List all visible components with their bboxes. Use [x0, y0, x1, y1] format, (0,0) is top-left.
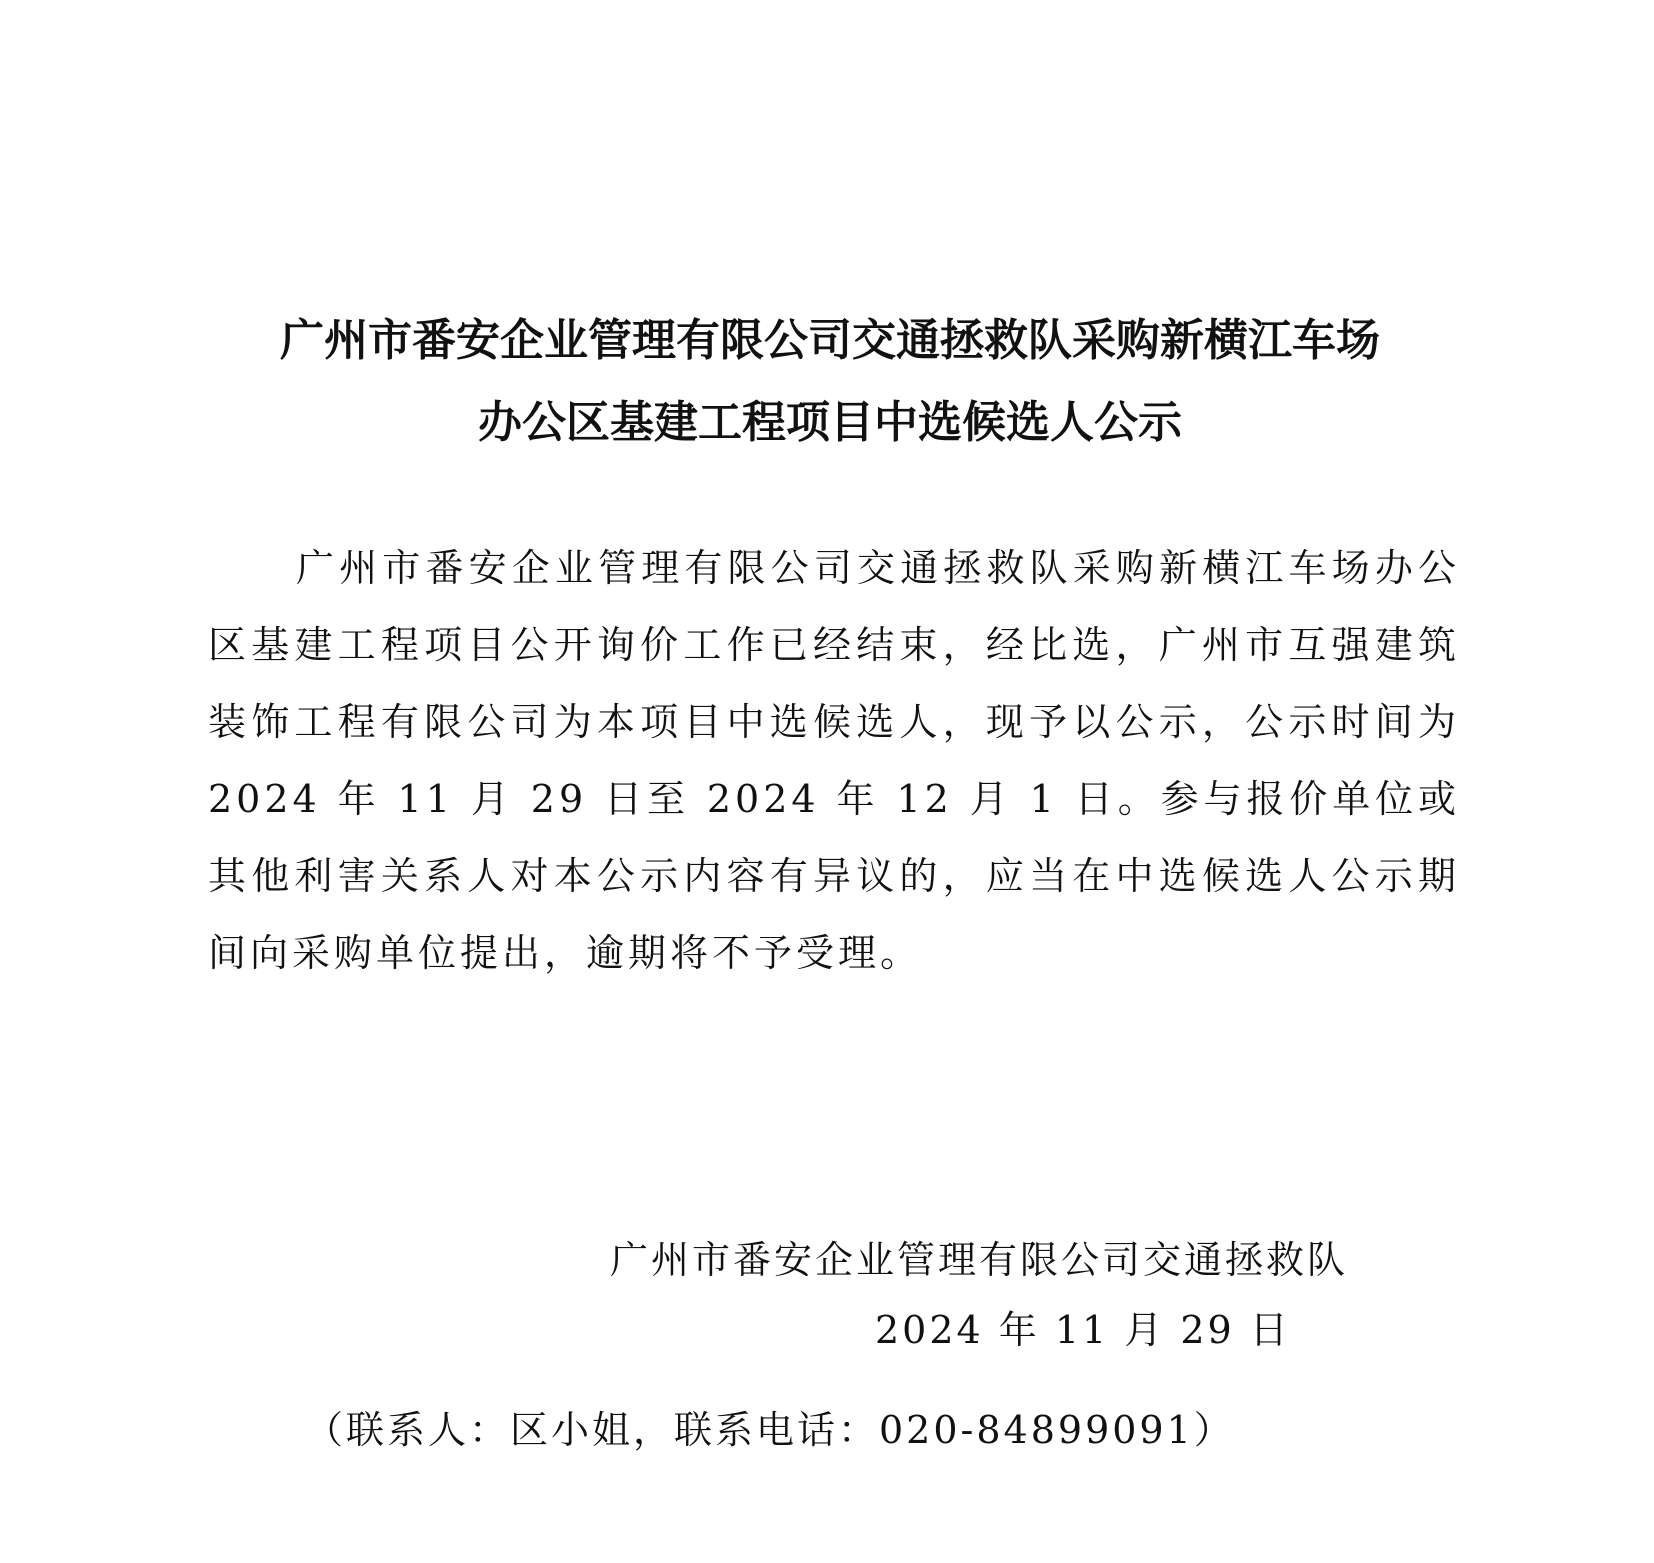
signature-date: 2024 年 11 月 29 日	[875, 1308, 1291, 1352]
title-line-2: 办公区基建工程项目中选候选人公示	[478, 397, 1182, 448]
announcement-body: 广州市番安企业管理有限公司交通拯救队采购新横江车场办公区基建工程项目公开询价工作已经结束，经比选，广州市互强建筑装饰工程有限公司为本项目中选候选人，现予以公示，公示时间为 2024 年 11 月 29 日至 2024 年 12 月 1 日。参与报价单位或其他利害关系人对本公示内容有异议的，应当在中选候选人公示期间向采购单位提出，逾期将不予受理。	[208, 546, 1460, 975]
contact-info: （联系人：区小姐，联系电话：020-84899091）	[305, 1408, 1235, 1452]
title-line-1: 广州市番安企业管理有限公司交通拯救队采购新横江车场	[280, 315, 1380, 366]
signature-organization: 广州市番安企业管理有限公司交通拯救队	[610, 1238, 1349, 1282]
document-title	[200, 300, 1460, 464]
